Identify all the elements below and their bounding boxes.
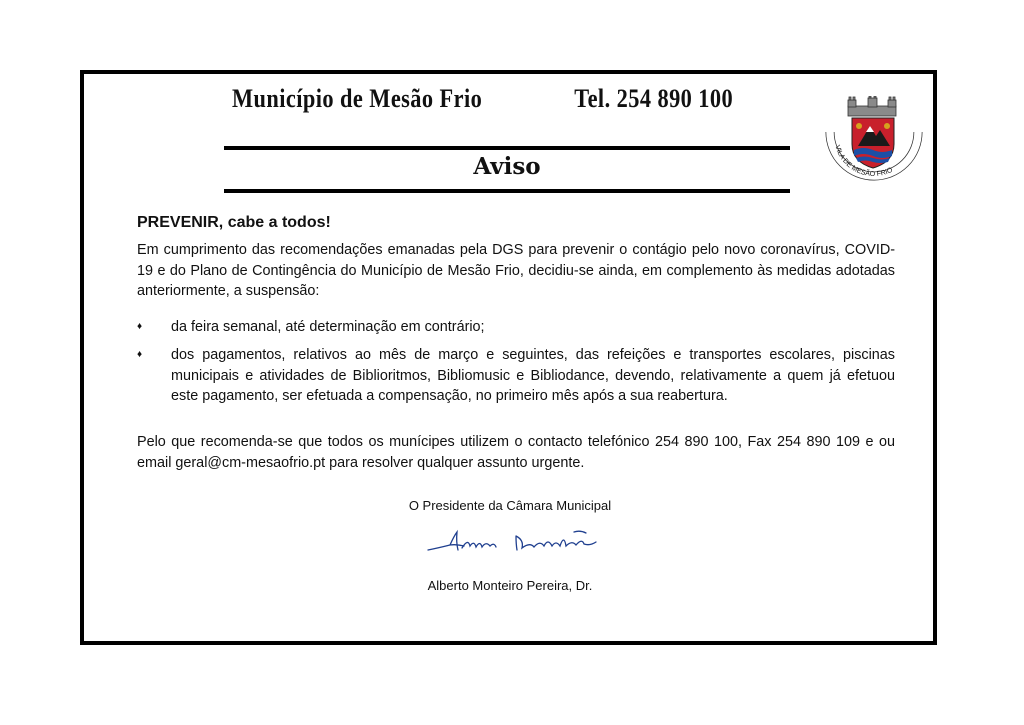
handwritten-signature (424, 526, 604, 560)
notice-title: Aviso (473, 153, 541, 180)
bullet-item-payments: dos pagamentos, relativos ao mês de março e seguintes, das refeições e transportes escolares, piscinas municipais e atividades de Biblioritmos, Bibliomusic e Bibliodance, devendo, relativamente a quem já efetuou este pagamento, ser efetuada a compensação, no primeiro mês após a sua reabertura. (171, 347, 895, 404)
header (232, 84, 734, 116)
crest-crown (848, 96, 896, 116)
title-rule-top (224, 146, 790, 150)
bullet-diamond-icon: ♦ (137, 321, 143, 332)
paragraph-contact: Pelo que recomenda-se que todos os munícipes utilizem o contacto telefónico 254 890 100, Fax 254 890 109 e ou email geral@cm-mesaofrio.pt para resolver qualquer assunto urgente. (137, 434, 895, 471)
title-rule-bottom (224, 189, 790, 193)
bullet-item-fair: da feira semanal, até determinação em contrário; (171, 319, 485, 335)
bullet-diamond-icon: ♦ (137, 349, 143, 360)
municipal-crest-icon (818, 96, 928, 188)
signer-role: O Presidente da Câmara Municipal (408, 498, 612, 513)
signer-name: Alberto Monteiro Pereira, Dr. (427, 578, 593, 593)
municipality-name: Município de Mesão Frio (232, 84, 483, 113)
crest-motto: VILA DE MESÃO FRIO (833, 144, 894, 179)
phone-number: Tel. 254 890 100 (574, 84, 734, 113)
intro-heading: PREVENIR, cabe a todos! (137, 214, 331, 231)
paragraph-suspension: Em cumprimento das recomendações emanadas pela DGS para prevenir o contágio pelo novo coronavírus, COVID-19 e do Plano de Contingência do Município de Mesão Frio, decidiu-se ainda, em complemento às medidas adotadas anteriormente, a suspensão: (137, 242, 895, 299)
